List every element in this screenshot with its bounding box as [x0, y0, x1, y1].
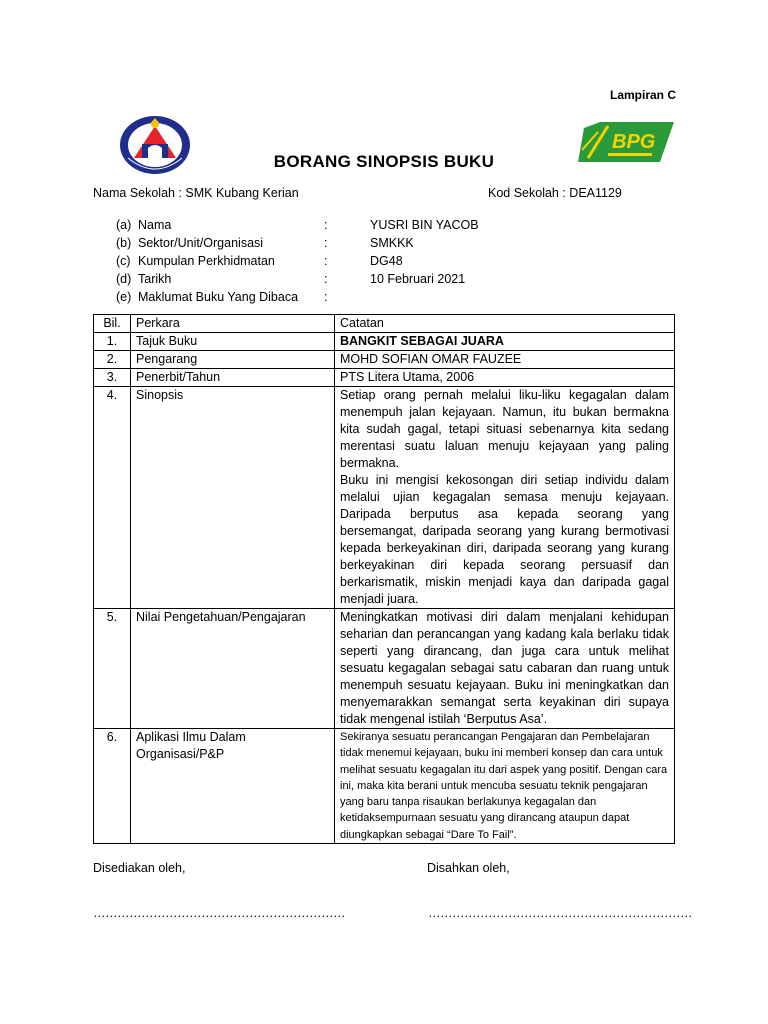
row-item: Pengarang: [131, 351, 335, 369]
info-colon: :: [324, 272, 328, 286]
info-code: (c): [116, 254, 131, 268]
column-header: Perkara: [131, 315, 335, 333]
info-colon: :: [324, 290, 328, 304]
row-number: 3.: [94, 369, 131, 387]
info-value: YUSRI BIN YACOB: [370, 218, 479, 232]
row-note: Meningkatkan motivasi diri dalam menjalani kehidupan seharian dan perancangan yang kadang kala berlaku tidak seperti yang dirancang, dan juga cara untuk melihat sesuatu kegagalan sebagai satu cabaran dan ruang untuk menempuh sesuatu kejayaan. Buku ini meningkatkan dan menyemarakkan semangat serta keyakinan diri supaya tidak mengenal istilah ‘Berputus Asa’.: [335, 609, 675, 729]
info-colon: :: [324, 218, 328, 232]
table-row: [94, 729, 675, 844]
svg-text:BPG: BPG: [612, 131, 656, 153]
info-label: Maklumat Buku Yang Dibaca: [138, 290, 299, 304]
row-item: Aplikasi Ilmu Dalam Organisasi/P&P: [131, 729, 335, 844]
column-header: Catatan: [335, 315, 675, 333]
row-number: 4.: [94, 387, 131, 609]
info-value: SMKKK: [370, 236, 414, 250]
synopsis-paragraph: Setiap orang pernah melalui liku-liku kegagalan dalam menempuh jalan kejayaan. Namun, itu bukan bermakna kita sudah gagal, tetapi situasi sebenarnya kita sedang merentasi suatu laluan menuju kejayaan yang paling bermakna.: [340, 388, 669, 470]
info-colon: :: [324, 254, 328, 268]
row-note: MOHD SOFIAN OMAR FAUZEE: [335, 351, 675, 369]
prepared-signature-line: ………………………………………………………: [93, 906, 345, 920]
table-row: [94, 609, 675, 729]
info-row-date: [116, 270, 536, 288]
info-label: Kumpulan Perkhidmatan: [138, 254, 275, 268]
table-row: [94, 369, 675, 387]
row-item: Sinopsis: [131, 387, 335, 609]
info-code: (a): [116, 218, 132, 232]
table-row: [94, 351, 675, 369]
row-note: BANGKIT SEBAGAI JUARA: [335, 333, 675, 351]
table-row: [94, 333, 675, 351]
synopsis-paragraph: Buku ini mengisi kekosongan diri setiap individu dalam melalui ujian kegagalan semasa menuju kejayaan. Daripada berputus asa kepada seorang yang bersemangat, daripada seorang yang kurang bermotivasi kepada berkeyakinan diri, daripada seorang yang kurang berkeyakinan diri kepada seorang persuasif dan berkarismatik, miskin menjadi kaya dan daripada gagal menjadi juara.: [340, 473, 669, 606]
info-row-sector: [116, 234, 536, 252]
personal-info: [116, 216, 536, 306]
row-number: 2.: [94, 351, 131, 369]
info-colon: :: [324, 236, 328, 250]
prepared-by-label: Disediakan oleh,: [93, 861, 186, 875]
page-title: BORANG SINOPSIS BUKU: [273, 152, 495, 171]
approved-by-label: Disahkan oleh,: [427, 861, 510, 875]
column-header: Bil.: [94, 315, 131, 333]
table-row: [94, 387, 675, 609]
row-item: Tajuk Buku: [131, 333, 335, 351]
info-value: 10 Februari 2021: [370, 272, 466, 286]
info-value: DG48: [370, 254, 403, 268]
info-row-service-group: [116, 252, 536, 270]
row-note: PTS Litera Utama, 2006: [335, 369, 675, 387]
info-label: Tarikh: [138, 272, 172, 286]
row-item: Nilai Pengetahuan/Pengajaran: [131, 609, 335, 729]
school-name: Nama Sekolah : SMK Kubang Kerian: [93, 186, 299, 200]
info-row-book-info: [116, 288, 536, 306]
info-label: Nama: [138, 218, 172, 232]
row-number: 1.: [94, 333, 131, 351]
info-code: (b): [116, 236, 132, 250]
row-note: [335, 387, 675, 609]
info-label: Sektor/Unit/Organisasi: [138, 236, 264, 250]
school-code: Kod Sekolah : DEA1129: [488, 186, 622, 200]
info-code: (d): [116, 272, 132, 286]
row-note: Sekiranya sesuatu perancangan Pengajaran dan Pembelajaran tidak menemui kejayaan, buku ini memberi konsep dan cara untuk melihat sesuatu kegagalan itu dari aspek yang positif. Dengan cara ini, maka kita berani untuk mencuba sesuatu teknik pengajaran yang baru tanpa risaukan berlakunya kegagalan dan ketidaksempurnaan sesuatu yang dirancang ataupun dapat diungkapkan sebagai “Dare To Fail”.: [335, 729, 675, 844]
row-number: 6.: [94, 729, 131, 844]
synopsis-table: [93, 314, 675, 844]
info-code: (e): [116, 290, 132, 304]
attachment-label: Lampiran C: [609, 88, 676, 102]
info-row-name: [116, 216, 536, 234]
row-item: Penerbit/Tahun: [131, 369, 335, 387]
row-number: 5.: [94, 609, 131, 729]
table-header-row: [94, 315, 675, 333]
approved-signature-line: …………………………………………………………: [428, 906, 692, 920]
